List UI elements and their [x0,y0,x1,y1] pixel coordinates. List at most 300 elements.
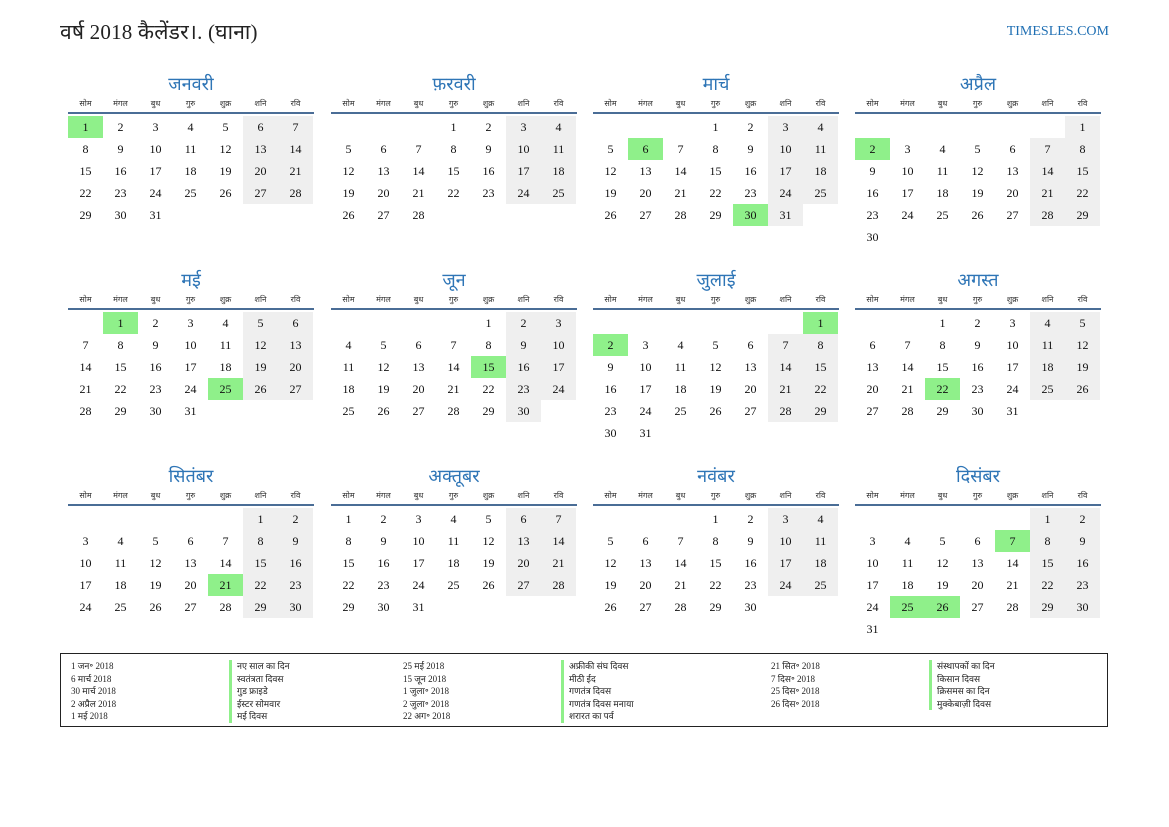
day-cell: 21 [278,160,313,182]
day-cell: 5 [222,120,229,134]
day-cell: 24 [412,578,425,592]
day-cell: 1 [243,508,278,530]
day-cell: 17 [149,164,162,178]
day-cell: 31 [1006,404,1019,418]
day-cell: 30 [377,600,390,614]
day-cell: 14 [278,138,313,160]
weekday-label: मंगल [376,295,391,304]
day-cell: 19 [342,186,355,200]
day-cell: 10 [1006,338,1019,352]
day-cell: 1 [712,512,719,526]
day-cell: 14 [901,360,914,374]
day-cell: 23 [971,382,984,396]
day-cell: 6 [747,338,754,352]
day-empty [698,312,733,334]
day-cell: 17 [1006,360,1019,374]
day-cell: 28 [901,404,914,418]
day-empty [890,116,925,138]
day-cell: 20 [184,578,197,592]
day-cell: 8 [82,142,89,156]
day-cell: 29 [803,400,838,422]
day-cell: 14 [412,164,425,178]
weekday-header [593,294,839,310]
day-cell: 16 [377,556,390,570]
day-cell: 2 [1065,508,1100,530]
day-cell: 8 [485,338,492,352]
day-cell: 17 [768,160,803,182]
day-cell: 13 [639,164,652,178]
day-cell: 24 [184,382,197,396]
weekday-label: गुरु [710,99,721,108]
holiday-name: संस्थापकों का दिन [929,660,995,673]
day-cell: 26 [482,578,495,592]
day-cell: 30 [278,596,313,618]
day-cell: 3 [541,312,576,334]
day-cell: 12 [604,556,617,570]
day-cell: 22 [1065,182,1100,204]
weekday-label: मंगल [376,491,391,500]
day-cell: 1 [712,120,719,134]
day-cell: 6 [380,142,387,156]
weekday-label: शुक्र [744,491,757,500]
day-empty [1030,116,1065,138]
day-empty [663,312,698,334]
day-cell: 24 [506,182,541,204]
weekday-label: रवि [815,491,826,500]
day-cell: 6 [243,116,278,138]
holiday-name: गणतंत्र दिवस मनाया [561,698,634,711]
holiday-date: 6 मार्च 2018 [71,673,112,684]
holiday-name: शरारत का पर्व [561,710,634,723]
weekday-label: बुध [150,295,161,304]
day-cell: 22 [243,574,278,596]
day-cell: 25 [541,182,576,204]
day-cell: 12 [709,360,722,374]
day-cell: 30 [1065,596,1100,618]
weekday-label: मंगल [638,491,653,500]
day-cell: 4 [904,534,911,548]
day-cell: 20 [412,382,425,396]
day-cell: 16 [744,556,757,570]
weekday-label: गुरु [448,491,459,500]
day-cell: 14 [79,360,92,374]
day-cell: 1 [485,316,492,330]
day-cell: 7 [677,142,684,156]
weekday-label: शुक्र [482,491,495,500]
month-name: दिसंबर [955,466,1001,486]
day-cell: 6 [415,338,422,352]
day-cell: 27 [866,404,879,418]
holiday-name: क्रिसमस का दिन [929,685,995,698]
day-cell: 27 [278,378,313,400]
day-cell: 31 [412,600,425,614]
day-cell: 21 [674,186,687,200]
weekday-label: बुध [150,99,161,108]
weekday-label: रवि [290,491,301,500]
day-cell: 11 [541,138,576,160]
holiday-name: मई दिवस [229,710,290,723]
day-cell: 9 [485,142,492,156]
weekday-label: रवि [815,99,826,108]
weekday-label: रवि [1077,295,1088,304]
day-cell: 11 [936,164,949,178]
day-cell: 14 [674,556,687,570]
day-cell: 27 [184,600,197,614]
day-cell: 19 [243,356,278,378]
weekday-label: शुक्र [219,491,232,500]
day-cell: 14 [674,164,687,178]
day-empty [401,312,436,334]
day-cell: 30 [506,400,541,422]
weekday-label: सोम [604,491,617,500]
day-cell: 19 [971,186,984,200]
day-cell: 11 [447,534,460,548]
weekday-label: सोम [342,295,355,304]
holiday-date: 2 अप्रैल 2018 [71,698,117,709]
weekday-label: गुरु [185,99,196,108]
day-cell: 15 [114,360,127,374]
day-cell: 25 [674,404,687,418]
day-cell: 10 [506,138,541,160]
day-cell: 16 [1065,552,1100,574]
day-cell: 16 [482,164,495,178]
holiday-date: 30 मार्च 2018 [71,686,116,696]
month-4 [855,72,1101,248]
day-cell: 7 [222,534,229,548]
day-cell: 8 [450,142,457,156]
weekday-label: गुरु [448,295,459,304]
weekday-label: शनि [779,295,792,304]
day-empty [593,508,628,530]
holiday-list [60,653,1108,727]
day-cell: 23 [744,186,757,200]
day-cell: 18 [114,578,127,592]
day-cell: 23 [506,378,541,400]
holiday-date: 22 अग॰ 2018 [403,711,451,721]
day-cell: 15 [1030,552,1065,574]
weekday-label: रवि [553,491,564,500]
day-cell: 12 [377,360,390,374]
day-cell: 22 [803,378,838,400]
day-cell-holiday: 2 [593,334,628,356]
day-cell: 7 [1030,138,1065,160]
holiday-date: 1 मई 2018 [71,711,108,721]
day-cell: 8 [117,338,124,352]
day-cell: 17 [506,160,541,182]
day-empty [925,116,960,138]
day-cell: 18 [803,160,838,182]
weekday-header [68,98,314,114]
day-cell: 5 [607,142,614,156]
day-cell: 9 [607,360,614,374]
day-cell: 27 [1006,208,1019,222]
day-cell: 23 [149,382,162,396]
day-cell: 25 [1030,378,1065,400]
day-cell-holiday: 2 [855,138,890,160]
day-cell: 9 [869,164,876,178]
day-cell: 5 [939,534,946,548]
month-name: नवंबर [697,466,735,486]
month-1 [68,72,314,226]
holiday-name: गुड फ्राइडे [229,685,290,698]
weekday-label: सोम [342,99,355,108]
day-empty [593,116,628,138]
day-cell: 1 [345,512,352,526]
day-cell: 31 [866,622,879,636]
day-cell: 5 [974,142,981,156]
day-cell: 4 [803,508,838,530]
day-cell: 8 [803,334,838,356]
site-link[interactable]: TIMESLES.COM [1006,24,1109,39]
day-cell: 19 [482,556,495,570]
day-cell: 11 [674,360,687,374]
holiday-date: 7 दिस॰ 2018 [771,673,816,684]
day-grid [68,508,314,618]
day-cell: 2 [152,316,159,330]
holiday-name: गणतंत्र दिवस [561,685,634,698]
day-cell: 29 [114,404,127,418]
day-cell: 7 [278,116,313,138]
holiday-date: 15 जून 2018 [403,673,447,684]
day-cell: 20 [866,382,879,396]
weekday-label: शनि [517,295,530,304]
weekday-label: शुक्र [1006,295,1019,304]
day-cell: 20 [744,382,757,396]
weekday-label: गुरु [185,491,196,500]
day-cell: 19 [936,578,949,592]
day-cell: 4 [450,512,457,526]
day-cell: 10 [901,164,914,178]
weekday-label: गुरु [710,295,721,304]
day-cell: 18 [219,360,232,374]
day-cell: 15 [1065,160,1100,182]
day-cell: 3 [187,316,194,330]
day-cell: 12 [149,556,162,570]
day-cell: 17 [79,578,92,592]
day-cell: 5 [380,338,387,352]
weekday-label: शनि [254,99,267,108]
weekday-label: शनि [779,99,792,108]
day-cell: 13 [278,334,313,356]
day-cell: 2 [278,508,313,530]
weekday-label: बुध [937,491,948,500]
day-cell: 23 [604,404,617,418]
weekday-label: मंगल [900,295,915,304]
day-cell: 17 [412,556,425,570]
holiday-date: 1 जन॰ 2018 [71,661,114,671]
day-cell: 3 [506,116,541,138]
day-empty [733,312,768,334]
weekday-label: शुक्र [1006,99,1019,108]
weekday-label: शुक्र [744,295,757,304]
day-cell: 8 [1065,138,1100,160]
day-cell: 25 [114,600,127,614]
weekday-label: शनि [1041,295,1054,304]
holiday-date: 2 जुला॰ 2018 [403,698,449,709]
weekday-label: शुक्र [219,99,232,108]
day-cell: 13 [639,556,652,570]
day-cell: 27 [971,600,984,614]
day-cell: 21 [412,186,425,200]
day-cell: 10 [639,360,652,374]
day-cell: 24 [1006,382,1019,396]
day-cell: 26 [342,208,355,222]
day-cell: 12 [219,142,232,156]
day-cell: 7 [904,338,911,352]
day-empty [331,312,366,334]
day-cell-holiday: 15 [471,356,506,378]
day-cell: 22 [342,578,355,592]
day-cell: 7 [415,142,422,156]
day-cell: 15 [79,164,92,178]
day-cell: 12 [342,164,355,178]
month-name: अगस्त [957,270,999,290]
day-cell-holiday: 25 [890,596,925,618]
day-cell: 11 [1030,334,1065,356]
day-cell: 14 [541,530,576,552]
day-cell: 29 [709,208,722,222]
day-cell: 4 [1030,312,1065,334]
month-6 [331,268,577,422]
day-cell: 31 [768,204,803,226]
weekday-header [331,98,577,114]
weekday-label: बुध [675,99,686,108]
day-cell: 2 [485,120,492,134]
day-cell: 3 [869,534,876,548]
day-cell: 21 [447,382,460,396]
day-grid [331,312,577,422]
day-cell: 27 [639,208,652,222]
day-cell: 9 [747,142,754,156]
weekday-label: बुध [150,491,161,500]
day-cell: 6 [187,534,194,548]
day-cell: 3 [152,120,159,134]
day-cell: 13 [971,556,984,570]
weekday-label: रवि [553,99,564,108]
day-cell: 21 [1030,182,1065,204]
weekday-label: शनि [779,491,792,500]
day-empty [208,508,243,530]
day-cell: 8 [939,338,946,352]
weekday-label: रवि [1077,491,1088,500]
day-cell: 21 [1006,578,1019,592]
day-cell: 6 [869,338,876,352]
weekday-header [855,98,1101,114]
weekday-label: रवि [1077,99,1088,108]
page-title: वर्ष 2018 कैलेंडर।. (घाना) [60,20,258,44]
day-cell: 23 [1065,574,1100,596]
day-cell: 2 [506,312,541,334]
day-cell: 8 [712,142,719,156]
day-cell: 25 [803,182,838,204]
day-cell: 15 [936,360,949,374]
day-cell: 20 [278,356,313,378]
month-name: मार्च [702,74,730,94]
day-cell: 19 [377,382,390,396]
day-cell: 29 [79,208,92,222]
day-cell: 12 [243,334,278,356]
month-name: जनवरी [168,74,214,94]
day-cell: 31 [639,426,652,440]
day-cell: 25 [936,208,949,222]
day-empty [68,312,103,334]
day-cell-holiday: 21 [208,574,243,596]
month-8 [855,268,1101,422]
weekday-label: मंगल [900,99,915,108]
weekday-label: मंगल [900,491,915,500]
weekday-label: शनि [1041,99,1054,108]
day-cell: 10 [768,530,803,552]
day-cell: 12 [1065,334,1100,356]
holiday-dates [71,660,116,723]
day-cell: 5 [712,338,719,352]
day-grid [331,116,577,226]
day-cell: 5 [1065,312,1100,334]
day-cell: 23 [278,574,313,596]
day-empty [890,312,925,334]
day-empty [995,508,1030,530]
weekday-label: सोम [79,491,92,500]
month-7 [593,268,839,444]
day-cell: 12 [604,164,617,178]
holiday-date: 25 दिस॰ 2018 [771,686,820,696]
weekday-header [68,294,314,310]
day-cell: 31 [149,208,162,222]
day-cell: 24 [79,600,92,614]
day-empty [768,312,803,334]
day-cell: 2 [747,120,754,134]
day-cell: 13 [412,360,425,374]
day-empty [855,312,890,334]
holiday-name: नए साल का दिन [229,660,290,673]
day-cell: 10 [768,138,803,160]
holiday-name: मीठी ईद [561,673,634,686]
day-cell: 15 [447,164,460,178]
day-cell: 2 [747,512,754,526]
day-cell: 6 [974,534,981,548]
day-cell: 24 [149,186,162,200]
day-cell: 28 [1006,600,1019,614]
day-cell: 9 [974,338,981,352]
day-grid [855,508,1101,640]
day-cell: 24 [768,574,803,596]
weekday-label: रवि [290,295,301,304]
day-cell: 13 [184,556,197,570]
day-cell: 8 [712,534,719,548]
weekday-label: शुक्र [219,295,232,304]
day-cell: 29 [243,596,278,618]
day-cell: 31 [184,404,197,418]
day-cell: 14 [768,356,803,378]
day-cell: 26 [604,208,617,222]
day-cell: 1 [1065,116,1100,138]
month-5 [68,268,314,422]
day-cell: 1 [939,316,946,330]
weekday-label: मंगल [113,99,128,108]
day-cell: 17 [541,356,576,378]
day-cell: 9 [380,534,387,548]
day-empty [593,312,628,334]
day-empty [628,312,663,334]
day-cell: 13 [1006,164,1019,178]
day-cell: 4 [803,116,838,138]
day-cell: 28 [1030,204,1065,226]
weekday-header [593,490,839,506]
day-cell: 7 [82,338,89,352]
day-cell: 25 [184,186,197,200]
day-empty [103,508,138,530]
day-grid [593,116,839,226]
